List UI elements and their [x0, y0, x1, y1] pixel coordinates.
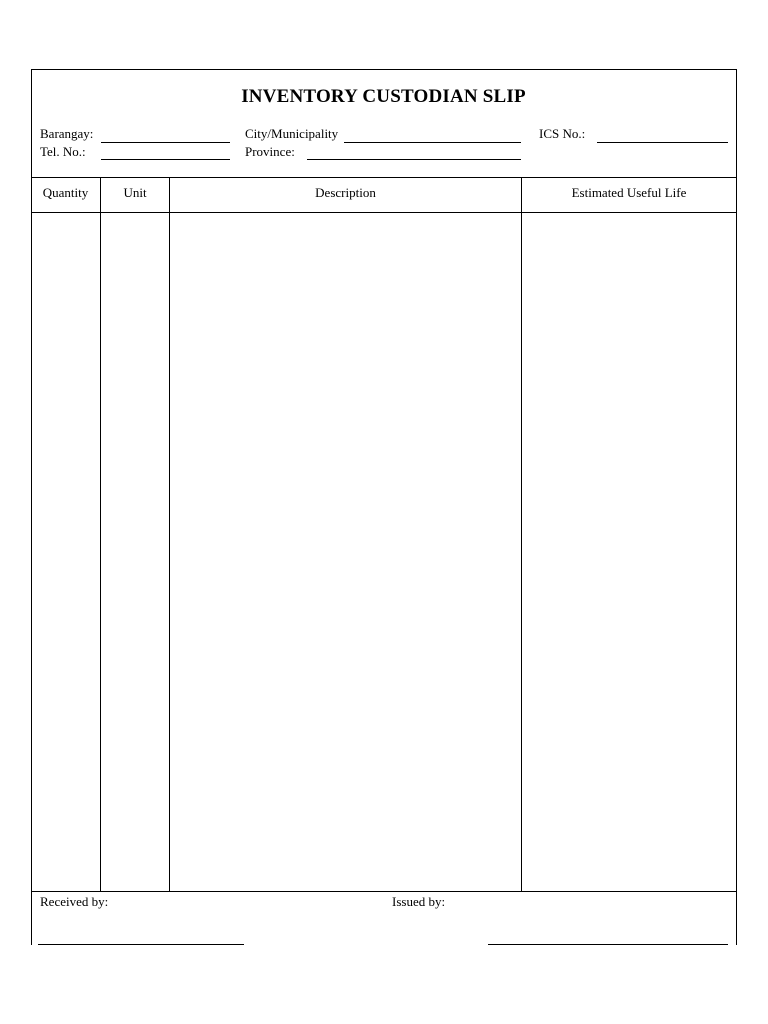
column-header-estimated-useful-life: Estimated Useful Life: [571, 185, 687, 200]
city-municipality-label: City/Municipality: [245, 126, 339, 141]
province-field[interactable]: [307, 159, 521, 160]
issued-by-label: Issued by:: [392, 894, 446, 909]
received-by-signature-line[interactable]: [38, 944, 244, 945]
column-header-quantity: Quantity: [42, 185, 89, 200]
city-municipality-field[interactable]: [344, 142, 521, 143]
tel-no-field[interactable]: [101, 159, 230, 160]
unit-column-cells[interactable]: [101, 213, 169, 891]
issued-by-signature-line[interactable]: [488, 944, 728, 945]
estimated-useful-life-column-cells[interactable]: [522, 213, 736, 891]
table-bottom-border: [31, 891, 737, 892]
ics-no-label: ICS No.:: [539, 126, 586, 141]
table-top-border: [31, 177, 737, 178]
tel-no-label: Tel. No.:: [40, 144, 86, 159]
column-header-description: Description: [315, 185, 376, 200]
column-header-unit: Unit: [123, 185, 147, 200]
province-label: Province:: [245, 144, 295, 159]
description-column-cells[interactable]: [170, 213, 521, 891]
ics-no-field[interactable]: [597, 142, 728, 143]
form-title: INVENTORY CUSTODIAN SLIP: [241, 86, 526, 107]
barangay-label: Barangay:: [40, 126, 94, 141]
form-border-right: [736, 69, 737, 945]
quantity-column-cells[interactable]: [32, 213, 100, 891]
form-border-top: [31, 69, 737, 70]
received-by-label: Received by:: [40, 894, 109, 909]
barangay-field[interactable]: [101, 142, 230, 143]
